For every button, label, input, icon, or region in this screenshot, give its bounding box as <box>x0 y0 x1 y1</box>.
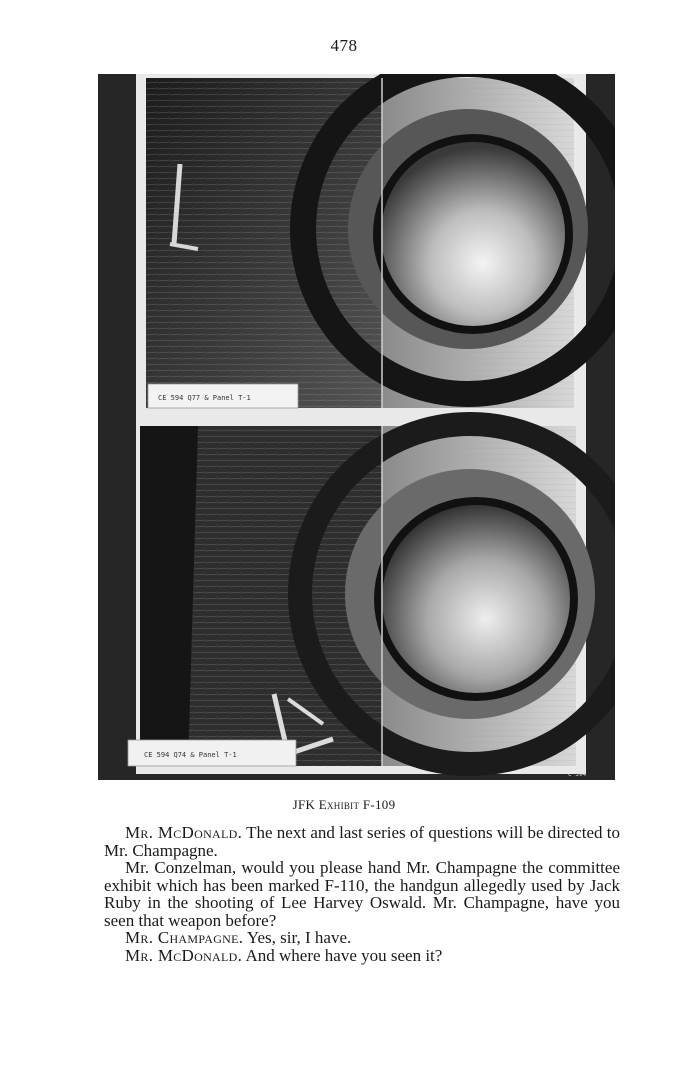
paragraph-text: And where have you seen it? <box>242 945 443 965</box>
figure-caption <box>0 797 688 813</box>
paragraph-text: Yes, sir, I have. <box>243 928 352 947</box>
paragraph <box>104 824 620 859</box>
paragraph-text: Mr. Conzelman, would you please hand Mr. Champagne the committee exhibit which has been marked F-110, the handgun allegedly used by Jack Ruby in the shooting of Lee Harvey Oswald. Mr. Champagne, have you seen that weapon before? <box>104 858 620 930</box>
top-panel-label: CE 594 Q77 & Panel T-1 <box>158 394 251 402</box>
paragraph <box>104 929 620 947</box>
bottom-panel-label: CE 594 Q74 & Panel T-1 <box>144 751 237 759</box>
bottom-comparison-panel <box>128 424 615 766</box>
speaker-name: Mr. Champagne. <box>125 928 244 947</box>
top-comparison-panel <box>146 74 615 408</box>
transcript-text <box>104 824 620 964</box>
paragraph <box>104 947 620 965</box>
paragraph-text: The next and last series of questions will be directed to Mr. Champagne. <box>104 823 621 860</box>
speaker-name: Mr. McDonald. <box>125 945 243 965</box>
page-number: 478 <box>330 36 358 55</box>
caption-prefix: JFK <box>292 797 316 812</box>
caption-exhibit-number: F-109 <box>362 797 396 812</box>
corner-mark: C 594 <box>568 771 587 778</box>
exhibit-photograph <box>98 74 615 780</box>
speaker-name: Mr. McDonald. <box>125 823 243 842</box>
caption-exhibit-word: Exhibit <box>318 797 360 812</box>
paragraph <box>104 859 620 929</box>
